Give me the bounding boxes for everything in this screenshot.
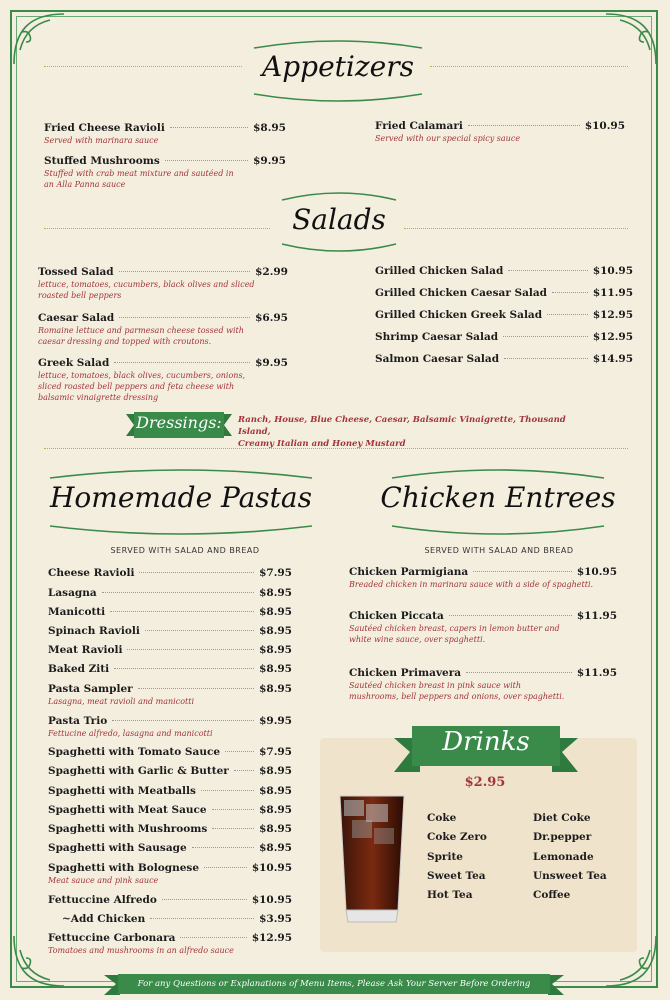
item-name: Spaghetti with Mushrooms	[48, 823, 208, 835]
pastas-title: Homemade Pastas	[50, 481, 312, 514]
drink-item: Lemonade	[533, 851, 594, 863]
item-name: Grilled Chicken Salad	[375, 265, 504, 277]
menu-item	[48, 862, 292, 886]
drink-item: Unsweet Tea	[533, 870, 607, 882]
item-price: $9.95	[259, 715, 292, 727]
item-price: $14.95	[592, 353, 633, 365]
divider-left	[44, 66, 242, 67]
item-name: Fettuccine Carbonara	[48, 932, 176, 944]
item-price: $12.95	[251, 932, 292, 944]
item-description: Sautéed chicken breast, capers in lemon butter and white wine sauce, over spaghetti.	[349, 624, 560, 644]
item-name: Spaghetti with Tomato Sauce	[48, 746, 221, 758]
dressings-label: Dressings:	[136, 413, 222, 432]
divider-left	[44, 228, 270, 229]
item-price: $8.95	[259, 587, 292, 599]
drink-item: Diet Coke	[533, 812, 591, 824]
item-name: Fried Cheese Ravioli	[44, 122, 165, 134]
drink-item: Coke	[427, 812, 457, 824]
menu-item	[375, 287, 633, 299]
menu-item	[62, 913, 292, 925]
menu-item	[48, 842, 292, 854]
menu-item	[375, 265, 633, 277]
item-price: $11.95	[576, 667, 617, 679]
chicken-subtitle: SERVED WITH SALAD AND BREAD	[424, 546, 574, 555]
item-name: Spaghetti with Bolognese	[48, 862, 200, 874]
menu-item	[375, 331, 633, 343]
item-description: Meat sauce and pink sauce	[48, 876, 159, 885]
item-name: Shrimp Caesar Salad	[375, 331, 499, 343]
divider	[44, 448, 628, 449]
drink-item: Hot Tea	[427, 889, 473, 901]
drink-item: Dr.pepper	[533, 831, 592, 843]
divider-right	[430, 66, 628, 67]
item-description: Served with our special spicy sauce	[375, 134, 521, 143]
item-description: Fettucine alfredo, lasagna and manicotti	[48, 729, 213, 738]
item-name: Fettuccine Alfredo	[48, 894, 157, 906]
item-price: $9.95	[255, 357, 288, 369]
item-name: Lasagna	[48, 587, 97, 599]
item-name: Manicotti	[48, 606, 106, 618]
menu-item	[48, 663, 292, 675]
menu-item	[375, 309, 633, 321]
menu-item	[38, 357, 288, 403]
drink-item: Sweet Tea	[427, 870, 486, 882]
menu-item	[48, 715, 292, 739]
menu-item	[48, 683, 292, 707]
item-name: ~Add Chicken	[62, 913, 146, 925]
item-description: lettuce, tomatoes, black olives, cucumbers, onions, sliced roasted bell peppers and feta cheese with balsamic vinaigrette dressing	[38, 371, 246, 402]
drink-item: Coffee	[533, 889, 571, 901]
dressings-list	[238, 414, 568, 450]
soda-glass-image	[334, 790, 410, 930]
drink-item: Coke Zero	[427, 831, 487, 843]
item-description: Romaine lettuce and parmesan cheese tossed with caesar dressing and topped with croutons.	[38, 326, 244, 346]
item-price: $8.95	[259, 625, 292, 637]
menu-item	[48, 625, 292, 637]
item-price: $8.95	[259, 606, 292, 618]
item-price: $7.95	[259, 746, 292, 758]
divider-right	[404, 228, 628, 229]
item-name: Chicken Piccata	[349, 610, 444, 622]
menu-item	[48, 804, 292, 816]
item-price: $11.95	[592, 287, 633, 299]
item-price: $10.95	[592, 265, 633, 277]
item-price: $8.95	[259, 842, 292, 854]
item-description: Breaded chicken in marinara sauce with a side of spaghetti.	[349, 580, 594, 589]
item-price: $7.95	[259, 567, 292, 579]
item-price: $10.95	[251, 862, 292, 874]
item-price: $11.95	[576, 610, 617, 622]
pastas-subtitle: SERVED WITH SALAD AND BREAD	[110, 546, 260, 555]
item-price: $10.95	[584, 120, 625, 132]
item-name: Greek Salad	[38, 357, 110, 369]
menu-item	[44, 155, 286, 190]
item-description: Sautéed chicken breast in pink sauce with mushrooms, bell peppers and onions, over spaghetti.	[349, 681, 565, 701]
item-price: $8.95	[259, 785, 292, 797]
item-price: $8.95	[259, 683, 292, 695]
menu-item	[349, 667, 617, 702]
item-name: Salmon Caesar Salad	[375, 353, 500, 365]
item-name: Stuffed Mushrooms	[44, 155, 160, 167]
item-price: $2.99	[255, 266, 288, 278]
item-price: $12.95	[592, 309, 633, 321]
menu-item	[48, 606, 292, 618]
item-name: Spinach Ravioli	[48, 625, 140, 637]
item-name: Cheese Ravioli	[48, 567, 135, 579]
item-price: $9.95	[253, 155, 286, 167]
item-description: lettuce, tomatoes, cucumbers, black olives and sliced roasted bell peppers	[38, 280, 255, 300]
item-price: $3.95	[259, 913, 292, 925]
menu-item	[48, 785, 292, 797]
menu-item	[38, 266, 288, 301]
item-price: $10.95	[251, 894, 292, 906]
menu-item	[349, 566, 617, 590]
drinks-title: Drinks	[442, 727, 530, 757]
item-price: $8.95	[253, 122, 286, 134]
item-name: Pasta Trio	[48, 715, 108, 727]
item-price: $8.95	[259, 765, 292, 777]
item-price: $8.95	[259, 663, 292, 675]
menu-item	[48, 746, 292, 758]
item-name: Spaghetti with Meat Sauce	[48, 804, 207, 816]
item-name: Grilled Chicken Caesar Salad	[375, 287, 548, 299]
item-name: Caesar Salad	[38, 312, 115, 324]
drinks-price: $2.95	[464, 775, 506, 790]
footer-note: For any Questions or Explanations of Menu Items, Please Ask Your Server Before Ordering	[118, 974, 550, 994]
item-name: Chicken Parmigiana	[349, 566, 469, 578]
item-price: $6.95	[255, 312, 288, 324]
menu-item	[44, 122, 286, 146]
item-description: Stuffed with crab meat mixture and sautéed in an Alla Panna sauce	[44, 169, 234, 189]
menu-item	[48, 587, 292, 599]
salads-title: Salads	[292, 203, 386, 236]
menu-item	[48, 567, 292, 579]
item-price: $12.95	[592, 331, 633, 343]
menu-item	[48, 894, 292, 906]
item-price: $8.95	[259, 644, 292, 656]
item-name: Spaghetti with Meatballs	[48, 785, 196, 797]
corner-ornament-top-left	[10, 10, 68, 68]
menu-item	[48, 932, 292, 956]
item-name: Spaghetti with Garlic & Butter	[48, 765, 229, 777]
menu-item	[38, 312, 288, 347]
item-name: Chicken Primavera	[349, 667, 462, 679]
chicken-title: Chicken Entrees	[380, 481, 616, 514]
item-name: Pasta Sampler	[48, 683, 133, 695]
menu-item	[349, 610, 617, 645]
corner-ornament-top-right	[602, 10, 660, 68]
item-name: Fried Calamari	[375, 120, 463, 132]
menu-item	[48, 765, 292, 777]
item-description: Tomatoes and mushrooms in an alfredo sauce	[48, 946, 234, 955]
item-name: Meat Ravioli	[48, 644, 123, 656]
item-description: Lasagna, meat ravioli and manicotti	[48, 697, 195, 706]
item-price: $8.95	[259, 804, 292, 816]
dressings-line: Ranch, House, Blue Cheese, Caesar, Balsamic Vinaigrette, Thousand Island,	[238, 415, 566, 437]
menu-item	[375, 120, 625, 144]
menu-item	[48, 823, 292, 835]
drink-item: Sprite	[427, 851, 463, 863]
dressings-line: Creamy Italian and Honey Mustard	[238, 439, 406, 449]
item-name: Grilled Chicken Greek Salad	[375, 309, 543, 321]
item-name: Baked Ziti	[48, 663, 110, 675]
appetizers-title: Appetizers	[262, 50, 414, 83]
item-description: Served with marinara sauce	[44, 136, 159, 145]
item-price: $8.95	[259, 823, 292, 835]
menu-item	[48, 644, 292, 656]
item-price: $10.95	[576, 566, 617, 578]
menu-item	[375, 353, 633, 365]
item-name: Spaghetti with Sausage	[48, 842, 187, 854]
item-name: Tossed Salad	[38, 266, 114, 278]
